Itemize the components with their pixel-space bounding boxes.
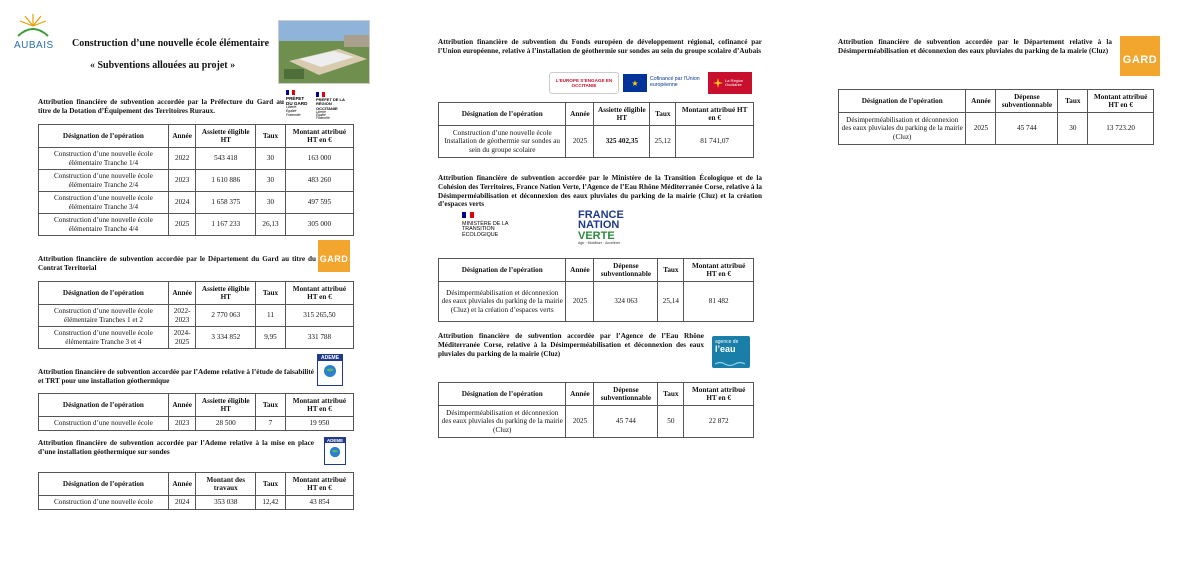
table-cell: 25,14 [658,282,684,322]
table-header-row [39,473,354,496]
table-cell: 315 265,50 [285,305,353,327]
ademe-logo [317,354,343,386]
prefecture-table [38,124,354,236]
column-header: Dépense subventionnable [594,383,658,406]
table-cell: 305 000 [285,214,353,236]
table-cell: 1 167 233 [196,214,256,236]
table-cell: Construction d’une nouvelle école élémentaire Tranche 1/4 [39,148,169,170]
region-occitanie-logo-text: La Région Occitanie [725,77,744,87]
table-cell: Construction d’une nouvelle école Installation de géothermie sur sondes au sein du groupe scolaire [439,126,566,158]
column-header: Année [168,473,196,496]
sun-icon [12,12,54,42]
table-header-row [439,103,754,126]
departement-table [38,281,354,349]
fnv-logo-text-2: NATION [578,219,620,232]
occitan-cross-icon [713,78,723,88]
table-cell: 3 334 852 [196,327,256,349]
table-cell: 11 [256,305,286,327]
table-cell: 13 723.20 [1088,113,1154,145]
column-header: Taux [1058,90,1088,113]
table-cell: 1 658 375 [196,192,256,214]
table-row [39,148,354,170]
agence-eau-heading: Attribution financière de subvention accordée par l’Agence de l’Eau Rhône Méditerranée Corse, relative à la Désimperméabilisation et déconnexion des eaux pluviales du parking de la mairie (Cluz) [438,332,704,358]
ademe-sondes-heading: Attribution financière de subvention accordée par l’Ademe relative à la mise en place d’une installation géothermique sur sondes [38,439,314,456]
table-cell: 30 [256,148,286,170]
gard-logo-text: GARD [319,254,349,264]
table-cell: Construction d’une nouvelle école [39,417,169,431]
table-cell: Désimperméabilisation et déconnexion des eaux pluviales du parking de la mairie (Cluz) [839,113,966,145]
ministere-table [438,258,754,322]
column-header: Taux [256,282,286,305]
ademe-logo-text: ADEME [326,438,344,443]
prefet-region-logo [316,92,350,121]
table-cell: 45 744 [996,113,1058,145]
table-cell: 2022 [168,148,196,170]
table-header-row [439,259,754,282]
table-cell: Construction d’une nouvelle école élémentaire Tranches 1 et 2 [39,305,169,327]
ademe-etude-heading: Attribution financière de subvention accordée par l’Ademe relative à l’étude de faisabilité et TRT pour une installation géothermique [38,368,314,385]
ademe-etude-table [38,393,354,431]
table-header-row [39,125,354,148]
column-header: Désignation de l’opération [839,90,966,113]
column-header: Taux [650,103,676,126]
fnv-logo-text-3: VERTE [578,229,615,242]
table-row [39,327,354,349]
ademe-logo [324,437,346,465]
table-row [839,113,1154,145]
table-row [39,214,354,236]
marianne-flag-icon [462,212,474,218]
column-header: Année [566,103,594,126]
wave-icon [715,361,745,367]
aubais-logo [12,12,54,54]
column-header: Montant attribué HT en € [285,394,353,417]
table-row [39,496,354,510]
prefet-gard-logo [286,90,314,117]
region-occitanie-logo [708,72,752,94]
column-header: Dépense subventionnable [594,259,658,282]
column-header: Désignation de l’opération [39,282,169,305]
prefet-region-logo-motto: Liberté Égalité Fraternité [316,109,330,121]
table-cell: 2025 [566,126,594,158]
ministere-heading: Attribution financière de subvention accordée par le Ministère de la Transition Écologique et de la Cohésion des Territoires, France Nation Verte, l’Agence de l’Eau Rhône Méditerranée Corse, relative à la Désimperméabilisation et déconnexion des eaux pluviales du parking de la mairie (Cluz) et la création d’espaces verts [438,174,762,209]
column-header: Année [168,282,196,305]
column-header: Montant attribué HT en € [285,125,353,148]
table-cell: Construction d’une nouvelle école élémentaire Tranche 2/4 [39,170,169,192]
table-header-row [439,383,754,406]
ademe-logo-text: ADEME [318,355,342,361]
table-cell: 19 950 [285,417,353,431]
column-header: Dépense subventionnable [996,90,1058,113]
column-header: Désignation de l’opération [39,125,169,148]
table-cell: 81 482 [684,282,754,322]
gard-logo [318,240,350,272]
prefet-gard-logo-text: PRÉFET DU GARD [286,95,308,106]
table-row [439,406,754,438]
column-header: Montant attribué HT en € [285,282,353,305]
eu-cofinance-logo [623,72,703,94]
table-row [39,192,354,214]
table-cell: 30 [256,192,286,214]
column-header: Taux [256,473,286,496]
column-header: Assiette éligible HT [196,125,256,148]
table-row [439,126,754,158]
column-header: Désignation de l’opération [39,394,169,417]
page-title: Construction d’une nouvelle école élémentaire [72,38,270,49]
table-cell: 325 402,35 [594,126,650,158]
column-header: Montant attribué HT en € [684,259,754,282]
europe-occitanie-logo-text: L’EUROPE S’ENGAGE EN OCCITANIE [555,78,613,88]
ademe-sondes-table [38,472,354,510]
departement-cluz-table [838,89,1154,145]
column-header: Assiette éligible HT [196,394,256,417]
column-header: Désignation de l’opération [439,383,566,406]
marianne-flag-icon [286,90,295,95]
globe-icon [329,446,341,458]
table-cell: 45 744 [594,406,658,438]
prefecture-heading: Attribution financière de subvention accordée par la Préfecture du Gard au titre de la Dotation d’Équipement des Territoires Ruraux. [38,98,284,115]
ministere-logo [462,212,532,239]
table-cell: 543 418 [196,148,256,170]
table-cell: 2024 [168,496,196,510]
column-header: Taux [658,383,684,406]
column-header: Montant attribué HT en € [676,103,754,126]
column-header: Année [168,125,196,148]
fnv-logo-text-1: FRANCE [578,209,624,221]
table-cell: 1 610 886 [196,170,256,192]
table-cell: Construction d’une nouvelle école élémentaire Tranche 3 et 4 [39,327,169,349]
column-header: Assiette éligible HT [196,282,256,305]
departement-cluz-heading: Attribution financière de subvention accordée par le Département relative à la Désimperméabilisation et déconnexion des eaux pluviales du parking de la mairie (Cluz) [838,38,1112,55]
table-cell: 12,42 [256,496,286,510]
prefet-gard-logo-motto: Liberté Égalité Fraternité [286,105,301,117]
table-cell: 353 038 [196,496,256,510]
europe-occitanie-logo [549,72,619,94]
table-cell: 43 854 [285,496,353,510]
agence-eau-logo-text-2: l’eau [715,344,736,354]
gard-logo-text: GARD [1122,54,1158,66]
table-cell: 497 595 [285,192,353,214]
eu-flag-icon: ★ [623,74,647,92]
agence-eau-logo-text-1: agence de [715,339,739,345]
table-cell: 2025 [168,214,196,236]
table-cell: 30 [1058,113,1088,145]
table-cell: 26,13 [256,214,286,236]
table-cell: Désimperméabilisation et déconnexion des eaux pluviales du parking de la mairie (Cluz) [439,406,566,438]
column-header: Année [566,383,594,406]
column-header: Montant attribué HT en € [285,473,353,496]
eu-cofinance-logo-text: Cofinancé par l’Union européenne [650,76,700,88]
school-photo [278,20,370,84]
table-cell: 2 770 063 [196,305,256,327]
ministere-logo-text: MINISTÈRE DE LA TRANSITION ÉCOLOGIQUE [462,220,509,239]
table-cell: 22 872 [684,406,754,438]
table-cell: 324 063 [594,282,658,322]
gard-logo [1120,36,1160,76]
page-subtitle: « Subventions allouées au projet » [90,60,236,71]
table-cell: 2024-2025 [168,327,196,349]
france-nation-verte-logo [578,210,644,248]
table-cell: Construction d’une nouvelle école élémentaire Tranche 4/4 [39,214,169,236]
table-header-row [39,394,354,417]
feder-table [438,102,754,158]
table-cell: 2023 [168,170,196,192]
column-header: Montant des travaux [196,473,256,496]
table-cell: Désimperméabilisation et déconnexion des eaux pluviales du parking de la mairie (Cluz) et la création d’espaces verts [439,282,566,322]
aubais-logo-text: AUBAIS [14,40,54,51]
table-cell: 483 260 [285,170,353,192]
fnv-logo-tagline: Agir · Mobiliser · Accélérer [578,241,621,246]
table-row [39,305,354,327]
column-header: Désignation de l’opération [439,259,566,282]
table-cell: 81 741,07 [676,126,754,158]
table-row [39,417,354,431]
feder-heading: Attribution financière de subvention du Fonds européen de développement régional, cofinancé par l’Union européenne, relative à l’installation de géothermie sur sondes au sein du groupe scolaire d’Aubais [438,38,762,55]
table-cell: 9,95 [256,327,286,349]
table-cell: 331 788 [285,327,353,349]
table-cell: 2023 [168,417,196,431]
column-header: Montant attribué HT en € [684,383,754,406]
departement-heading: Attribution financière de subvention accordée par le Département du Gard au titre du Contrat Territorial [38,255,316,272]
table-cell: 2022-2023 [168,305,196,327]
table-cell: 163 000 [285,148,353,170]
table-cell: 25,12 [650,126,676,158]
table-cell: 2024 [168,192,196,214]
column-header: Désignation de l’opération [39,473,169,496]
table-header-row [839,90,1154,113]
table-cell: Construction d’une nouvelle école élémentaire Tranche 3/4 [39,192,169,214]
column-header: Taux [658,259,684,282]
table-cell: 2025 [566,406,594,438]
table-cell: 30 [256,170,286,192]
column-header: Année [566,259,594,282]
table-cell: 7 [256,417,286,431]
column-header: Montant attribué HT en € [1088,90,1154,113]
table-row [39,170,354,192]
globe-icon [323,364,337,378]
table-cell: 2025 [566,282,594,322]
table-cell: 50 [658,406,684,438]
table-cell: 2025 [966,113,996,145]
table-header-row [39,282,354,305]
column-header: Assiette éligible HT [594,103,650,126]
agence-eau-table [438,382,754,438]
column-header: Année [168,394,196,417]
column-header: Taux [256,394,286,417]
prefet-region-logo-text: PRÉFET DE LA RÉGION OCCITANIE [316,97,345,111]
table-row [439,282,754,322]
column-header: Désignation de l’opération [439,103,566,126]
table-cell: 28 500 [196,417,256,431]
agence-eau-logo [712,336,750,368]
table-cell: Construction d’une nouvelle école [39,496,169,510]
column-header: Année [966,90,996,113]
column-header: Taux [256,125,286,148]
